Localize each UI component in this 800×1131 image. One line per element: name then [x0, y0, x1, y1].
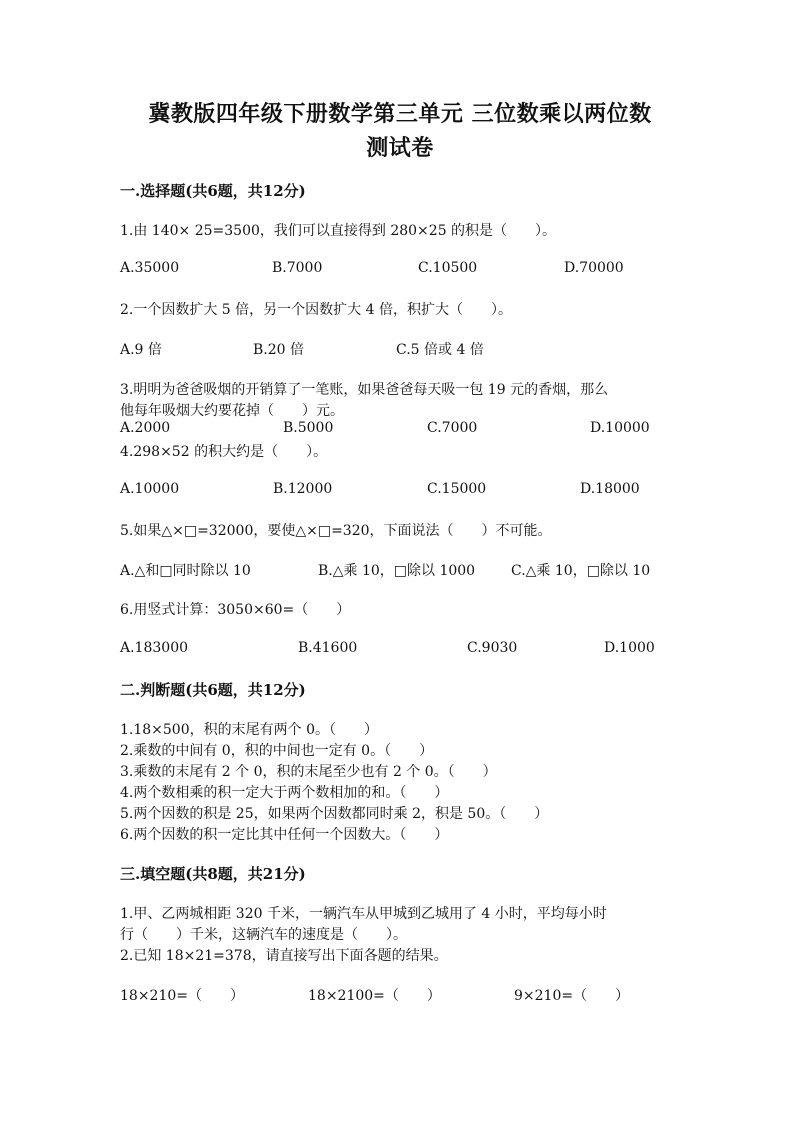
option-d: D.18000 [580, 481, 640, 497]
question-text: 2.已知 18×21=378，请直接写出下面各题的结果。 [120, 948, 448, 964]
option-a: A.△和□同时除以 10 [120, 563, 251, 579]
list-item: 6.两个因数的积一定比其中任何一个因数大。（ ） [120, 827, 449, 843]
section-header-judgment: 二.判断题(共6题，共12分) [120, 681, 306, 699]
option-a: A.10000 [120, 481, 180, 497]
question-text: 4.298×52 的积大约是（ ）。 [120, 444, 328, 460]
fill-blank-item: 18×2100=（ ） [308, 988, 441, 1004]
option-b: B.20 倍 [253, 342, 305, 358]
option-b: B.5000 [283, 420, 334, 436]
question-text: 1.由 140× 25=3500，我们可以直接得到 280×25 的积是（ ）。 [120, 223, 557, 239]
option-c: C.10500 [418, 260, 478, 276]
option-a: A.9 倍 [120, 342, 162, 358]
question-text-line1: 3.明明为爸爸吸烟的开销算了一笔账，如果爸爸每天吸一包 19 元的香烟，那么 [120, 382, 609, 398]
option-b: B.12000 [273, 481, 333, 497]
option-b: B.7000 [272, 260, 323, 276]
question-text: 2.一个因数扩大 5 倍，另一个因数扩大 4 倍，积扩大（ ）。 [120, 302, 512, 318]
question-text-line2: 行（ ）千米，这辆汽车的速度是（ ）。 [120, 927, 407, 943]
option-d: D.10000 [590, 420, 650, 436]
question-text: 5.如果△×□=32000，要使△×□=320，下面说法（ ）不可能。 [120, 523, 552, 539]
page-title-line1: 冀教版四年级下册数学第三单元 三位数乘以两位数 [148, 101, 652, 127]
option-c: C.△乘 10，□除以 10 [511, 563, 651, 579]
list-item: 3.乘数的末尾有 2 个 0，积的末尾至少也有 2 个 0。（ ） [120, 764, 497, 780]
option-a: A.2000 [120, 420, 171, 436]
question-text-line1: 1.甲、乙两城相距 320 千米，一辆汽车从甲城到乙城用了 4 小时，平均每小时 [120, 906, 607, 922]
list-item: 2.乘数的中间有 0，积的中间也一定有 0。（ ） [120, 743, 434, 759]
list-item: 1.18×500，积的末尾有两个 0。（ ） [120, 722, 378, 738]
fill-blank-item: 9×210=（ ） [514, 988, 630, 1004]
option-b: B.△乘 10，□除以 1000 [318, 563, 476, 579]
option-b: B.41600 [298, 640, 358, 656]
question-text-line2: 他每年吸烟大约要花掉（ ）元。 [120, 403, 344, 419]
option-d: D.1000 [604, 640, 655, 656]
option-c: C.9030 [467, 640, 518, 656]
page-title-line2: 测试卷 [366, 135, 434, 161]
question-text: 6.用竖式计算：3050×60=（ ） [120, 602, 351, 618]
option-c: C.15000 [427, 481, 487, 497]
section-header-fill: 三.填空题(共8题，共21分) [120, 865, 306, 883]
fill-blank-item: 18×210=（ ） [120, 988, 244, 1004]
option-c: C.5 倍或 4 倍 [396, 342, 484, 358]
option-c: C.7000 [427, 420, 478, 436]
list-item: 4.两个数相乘的积一定大于两个数相加的和。（ ） [120, 785, 449, 801]
option-a: A.183000 [120, 640, 189, 656]
option-a: A.35000 [120, 260, 180, 276]
section-header-choice: 一.选择题(共6题，共12分) [120, 182, 306, 200]
option-d: D.70000 [564, 260, 624, 276]
list-item: 5.两个因数的积是 25，如果两个因数都同时乘 2，积是 50。（ ） [120, 806, 549, 822]
